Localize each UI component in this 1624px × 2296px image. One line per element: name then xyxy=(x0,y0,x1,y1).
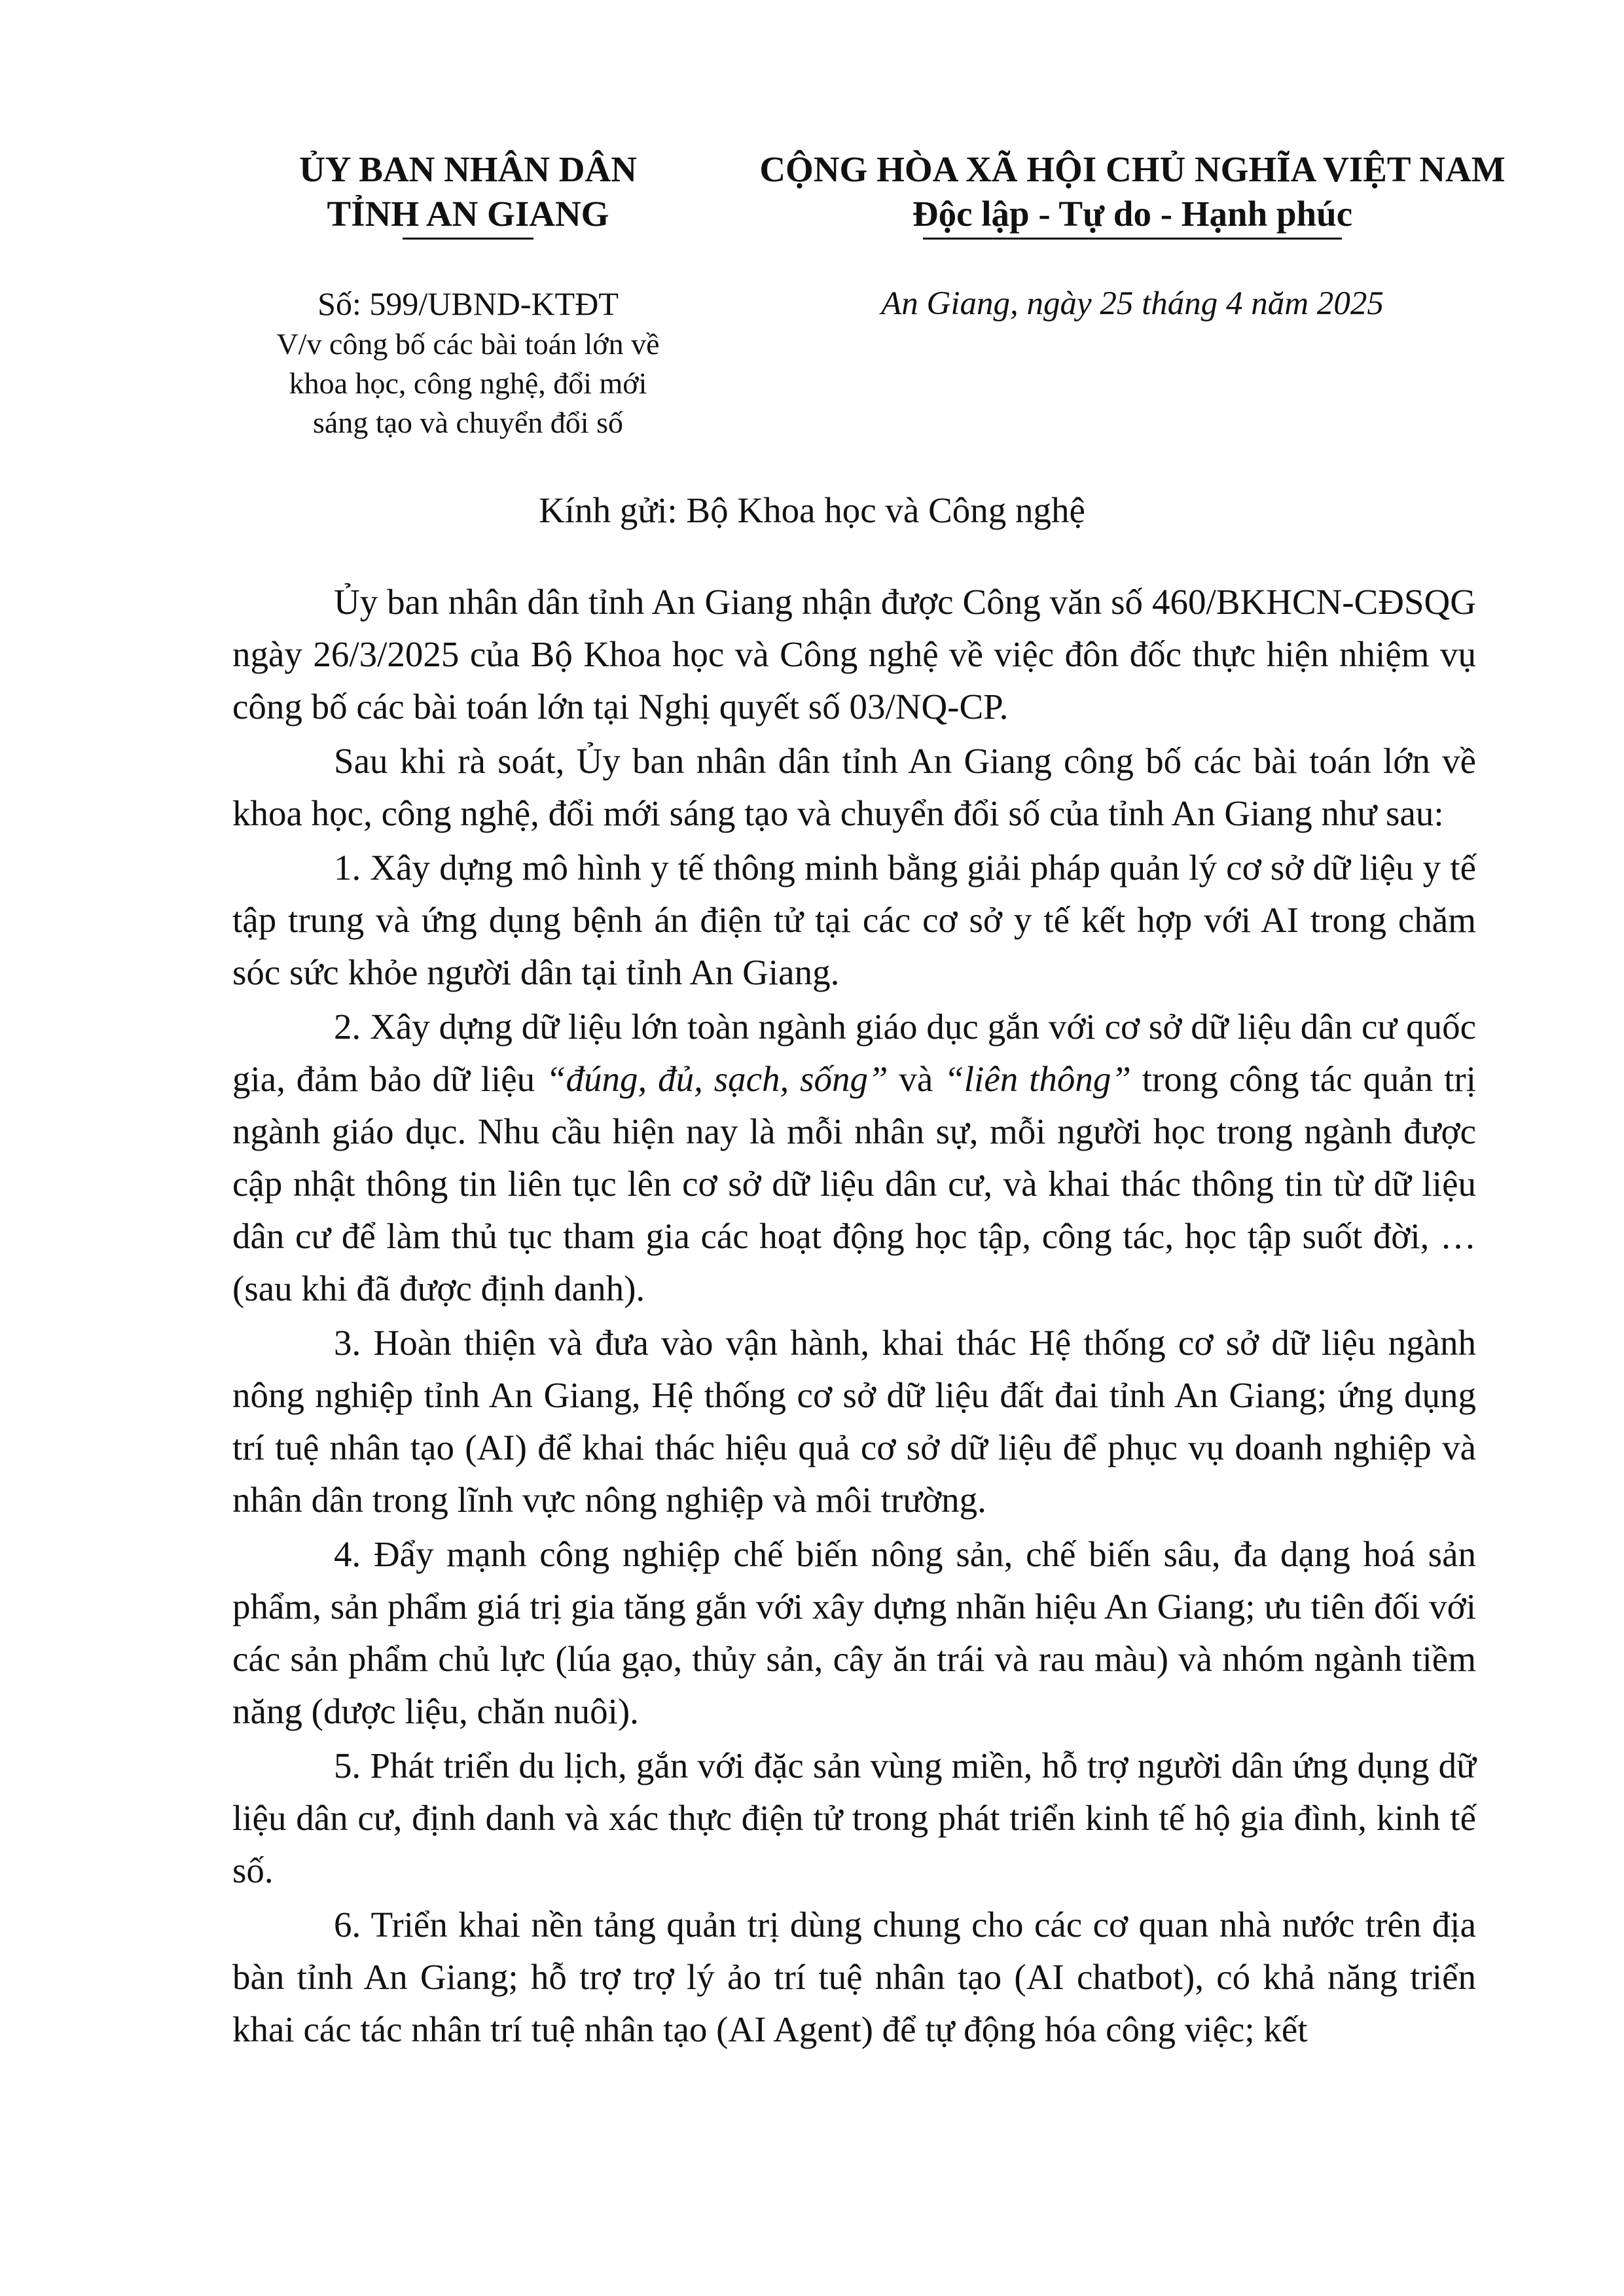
place-and-date: An Giang, ngày 25 tháng 4 năm 2025 xyxy=(881,285,1384,322)
subject-line: khoa học, công nghệ, đổi mới xyxy=(289,367,647,400)
document-body xyxy=(232,576,1476,2058)
subject-line: V/v công bố các bài toán lớn về xyxy=(276,327,660,361)
review-paragraph: Sau khi rà soát, Ủy ban nhân dân tỉnh An Giang công bố các bài toán lớn về khoa học, công nghệ, đổi mới sáng tạo và chuyển đổi số của tỉnh An Giang như sau: xyxy=(232,741,1476,833)
authority-underline xyxy=(403,238,533,240)
authority-province: TỈNH AN GIANG xyxy=(327,194,609,234)
national-header xyxy=(707,147,1558,240)
item-2-text: trong công tác quản trị ngành giáo dục. Nhu cầu hiện nay là mỗi nhân sự, mỗi người học trong ngành được cập nhật thông tin liên tục lên cơ sở dữ liệu dân cư, và khai thác thông tin từ dữ liệu dân cư để làm thủ tục tham gia các hoạt động học tập, công tác, học tập suốt đời, … (sau khi đã được định danh). xyxy=(232,1059,1476,1308)
authority-name: ỦY BAN NHÂN DÂN xyxy=(299,149,637,189)
national-motto: Độc lập - Tự do - Hạnh phúc xyxy=(912,194,1353,234)
document-number: Số: 599/UBND-KTĐT xyxy=(317,285,619,322)
intro-paragraph: Ủy ban nhân dân tỉnh An Giang nhận được Công văn số 460/BKHCN-CĐSQG ngày 26/3/2025 của Bộ Khoa học và Công nghệ về việc đôn đốc thực hiện nhiệm vụ công bố các bài toán lớn tại Nghị quyết số 03/NQ-CP. xyxy=(232,582,1476,726)
problem-item-5: 5. Phát triển du lịch, gắn với đặc sản vùng miền, hỗ trợ người dân ứng dụng dữ liệu dân cư, định danh và xác thực điện tử trong phát triển kinh tế hộ gia đình, kinh tế số. xyxy=(232,1746,1476,1890)
item-2-text: 2. Xây dựng dữ liệu lớn toàn ngành giáo dục gắn với cơ sở dữ liệu dân cư quốc gia, đảm bảo dữ liệu xyxy=(232,1007,1476,1099)
problem-item-3: 3. Hoàn thiện và đưa vào vận hành, khai thác Hệ thống cơ sở dữ liệu ngành nông nghiệp tỉnh An Giang, Hệ thống cơ sở dữ liệu đất đai tỉnh An Giang; ứng dụng trí tuệ nhân tạo (AI) để khai thác hiệu quả cơ sở dữ liệu để phục vụ doanh nghiệp và nhân dân trong lĩnh vực nông nghiệp và môi trường. xyxy=(232,1323,1476,1520)
issuing-authority-header xyxy=(216,147,720,240)
national-title: CỘNG HÒA XÃ HỘI CHỦ NGHĨA VIỆT NAM xyxy=(759,149,1506,189)
recipient-line: Kính gửi: Bộ Khoa học và Công nghệ xyxy=(539,490,1085,530)
item-2-text: và xyxy=(888,1059,945,1099)
motto-underline xyxy=(923,238,1342,240)
item-2-quote-1: “đúng, đủ, sạch, sống” xyxy=(545,1059,888,1099)
problem-item-4: 4. Đẩy mạnh công nghiệp chế biến nông sản, chế biến sâu, đa dạng hoá sản phẩm, sản phẩm giá trị gia tăng gắn với xây dựng nhãn hiệu An Giang; ưu tiên đối với các sản phẩm chủ lực (lúa gạo, thủy sản, cây ăn trái và rau màu) và nhóm ngành tiềm năng (dược liệu, chăn nuôi). xyxy=(232,1534,1476,1731)
subject-line: sáng tạo và chuyển đổi số xyxy=(313,406,623,439)
document-subject xyxy=(216,325,720,442)
problem-item-6: 6. Triển khai nền tảng quản trị dùng chung cho các cơ quan nhà nước trên địa bàn tỉnh An Giang; hỗ trợ trợ lý ảo trí tuệ nhân tạo (AI chatbot), có khả năng triển khai các tác nhân trí tuệ nhân tạo (AI Agent) để tự động hóa công việc; kết xyxy=(232,1905,1476,2049)
problem-item-1: 1. Xây dựng mô hình y tế thông minh bằng giải pháp quản lý cơ sở dữ liệu y tế tập trung và ứng dụng bệnh án điện tử tại các cơ sở y tế kết hợp với AI trong chăm sóc sức khỏe người dân tại tỉnh An Giang. xyxy=(232,848,1476,992)
item-2-quote-2: “liên thông” xyxy=(944,1059,1131,1099)
problem-item-2 xyxy=(232,1001,1476,1315)
